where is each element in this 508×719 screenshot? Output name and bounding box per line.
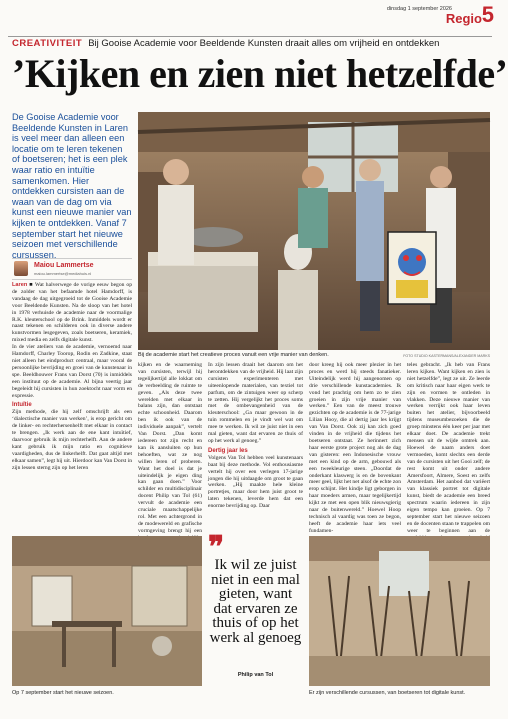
header-rule — [8, 36, 492, 37]
author-email: maiou.lammertse@mediahuis.nl — [34, 271, 92, 276]
author-avatar — [14, 261, 28, 276]
issue-date: dinsdag 1 september 2026 — [386, 6, 452, 12]
author-name: Maiou Lammertse — [34, 262, 94, 269]
caption-right: Er zijn verschillende cursussen, van boetseren tot digitale kunst. — [309, 690, 466, 696]
col1-paragraph-2: In de vier ateliers van de academie, vernoemd naar Hamdorff, Charley Toorop, Rodin en Zadkine, staat niet alleen het eindproduct centraal, maar vooral de persoonlijke bevrijding en groei van de kunstenaar in spe. Beeldhouwer Frans van Dorst (70) is inmiddels een instituut op de academie. Al bijna veertig jaar begeleidt hij cursisten in hun zoektocht naar vorm en expressie. — [12, 344, 132, 399]
column-1: Laren ■ Wat halverwege de vorige eeuw begon op de zolder van het befaamde hotel Hamdorff, is vandaag de dag uitgegroeid tot de Gooise Academie voor Beeldende Kunsten. Na de sloop van het hotel in 1978 verhuisde de academie naar de voormalige R.K. kleuterschool op de Brink. Inmiddels wordt er naast tekenen en schilderen ook in diverse andere kunstvormen lesgegeven, zoals boetseren, keramiek, mixed media en zelfs digitale kunst. In de vier ateliers van de academie, vernoemd naar Hamdorff, Charley Toorop, Rodin en Zadkine, staat niet alleen het eindproduct centraal, maar vooral de persoonlijke bevrijding en groei van de kunstenaar in spe. Beeldhouwer Frans van Dorst (70) is inmiddels een instituut op de academie. Al bijna veertig jaar begeleidt hij cursisten in hun zoektocht naar vorm en expressie. Intuïtie Zijn methode, die hij zelf omschrijft als een ‘dialectische manier van werken’, is erop gericht om de linker- en rechterhersenhelft met elkaar in contact te brengen. „Ik werk aan de ene kant intuïtief, daarvoor gebruik ik mijn rechterhelft. Aan de andere kant gebruik ik mijn ratio en cognitieve vaardigheden, dus de linkerhelft. Dat gaat altijd met elkaar samen”, legt hij uit. Hierdoor kan Van Dorst in zijn lessen sterng zijn op het leren — [12, 282, 132, 471]
column-5 — [407, 362, 490, 534]
column-2 — [138, 362, 202, 534]
intro-text: De Gooise Academie voor Beeldende Kunsten in Laren is veel meer dan alleen een locatie om te leren tekenen of boetseren; het is een plek waar ratio en intuïtie samenkomen. Hier ontdekken cursisten aan de waan van de dag om via kunst een nieuwe manier van kijken te ontdekken. Vanaf 7 september start het nieuwe seizoen met verschillende cursussen. — [12, 112, 132, 260]
section-label: Regio — [445, 11, 482, 26]
pull-quote — [208, 531, 303, 686]
caption-left: Op 7 september start het nieuwe seizoen. — [12, 690, 114, 696]
col4-text: door kreeg hij ook meer plezier in het proces en werd hij steeds fanatieker. Uiteindelijk werd hij aangenomen op drie verschillende kunstacademies. Ik vond het prachtig om hem zo te zien groeien in zijn vrije manier van werken.” Een van de meest trouwe gezichten op de academie is de 77-jarige Lilian Hooy, die al dertig jaar les krijgt van Van Dorst. Ook zij kan zich goed vinden in de vrijheid die tijdens het boetseren ontstaat. Ze herinnert zich haar eerste grote project nog als de dag van gisteren: een Indonesische vrouw met een kind op de arm, gebouwd als een tweekleurige steen. „Doordat de onderkant klaswerg is en de bovenkant meer geel, lijkt het net alsof de echte zon erop schijnt. Het kindje ligt geborgen in haar moeders armen, maar tegelijkertijd kijkt ze met een open blik nieuwsgierig naar de buitenwereld.” Hoewel Hoop technisch al vaardig was toen ze begon, heeft de academie haar iets veel fundamen- — [309, 362, 401, 534]
headline: ’Kijken en zien niet hetzelfde’ — [12, 51, 508, 96]
col3-paragraph-1: In zijn lessen draait het daarom om het herontdekken van de vrijheid. Hij laat zijn cursisten experimenteren met uiteenlopende materialen, van textiel tot parfum, om de zintuigen weer op scherp te zetten. Hij vergelijkt het proces soms met de ombevangenheid van de kleuterschool: „Ga maar gewoon in de tuin rommelen en je vindt wel wat om mee te werken. Ik wil ze juist niet in een mal gieten, want dat ervaren ze thuis of op het werk al genoeg.” — [208, 362, 303, 444]
category-tag: CREATIVITEIT — [12, 38, 83, 49]
photo-studio-right — [309, 536, 490, 686]
photo-studio-left — [12, 536, 202, 686]
subheading-intuitie: Intuïtie — [12, 402, 32, 409]
main-photo-credit: FOTO STUDIO KASTERMANS/ALEXANDER MARKS — [403, 354, 490, 358]
main-photo-caption: Bij de academie start het creatieve proces vanuit een vrije manier van denken. — [138, 352, 329, 358]
kicker — [12, 38, 439, 49]
pull-quote-author: Philip van Tol — [237, 672, 274, 678]
column-4 — [309, 362, 401, 534]
col2-text: kijken en de waarneming van cursisten, terwijl hij tegelijkertijd alle lokkat om de verbeelding de ruimte te geven. „Als deze twee werelden met elkaar in balans zijn, dan ontstaat echte schoonheid. Daarom ben ik ook van de individuele aanpak”, vertelt Van Dorst. „Dan komt iedereen tot zijn recht en kan ik aansluiten op hun behoeften, wat ze nog willen leren of proberen. Want het doel is dat je uiteindelijk je eigen ding kan gaan doen.” Voor schilder en multidisciplinair docent Philip van Tol (61) vervult de academie een cruciale maatschappelijke rol. Met een achtergrond in de modewereld en grafische vormgeving brengt hij een — [138, 362, 202, 534]
kicker-text: Bij Gooise Academie voor Beeldende Kunsten draait alles om vrijheid en ontdekken — [88, 38, 440, 49]
pull-quote-text: Ik wil ze juist niet in een mal gieten, want dat ervaren ze thuis of op het werk al genoeg — [209, 557, 302, 646]
dateline: Laren — [12, 282, 28, 288]
col5-text: teles gebracht. „Ik heb van Frans leren kijken. Want kijken en zien is niet hetzelfde”, legt ze uit. Ze leerde om kritisch naar haar eigen werk te zijn en vormen te ontleden in vlakken. Deze nieuwe manier van werken verrijkt ook haar leven buiten het atelier, bijvoorbeeld tijdens museumbezoeken die de groep minstens één keer per jaar met elkaar doet. De academie trekt mensen uit de wijde omtrek aan. Hoewel de naam anders doet vermoeden, komt slechts een derde van de cursisten uit het Gooi zelf; de rest komt uit onder andere Amersfoort, Almere, Soest en zelfs Amsterdam. Het aanbod dat variëert van klassiek portret tot digitale kunst, biedt de academie een breed spectrum waarin iedereen in zijn eigen tempo kan groeien. Op 7 september start het nieuwe seizoen en de docenten staan te trappelen om weer te beginnen aan de — [407, 362, 490, 534]
page-number: 5 — [481, 2, 494, 27]
col1-paragraph-1: Wat halverwege de vorige eeuw begon op de zolder van het befaamde hotel Hamdorff, is vandaag de dag uitgegroeid tot de Gooise Academie voor Beeldende Kunsten. Na de sloop van het hotel in 1978 verhuisde de academie naar de voormalige R.K. kleuterschool op de Brink. Inmiddels wordt er naast tekenen en schilderen ook in diverse andere kunstvormen lesgegeven, zoals boetseren, keramiek, mixed media en zelfs digitale kunst. — [12, 282, 132, 344]
subheading-dertig-jaar: Dertig jaar les — [208, 447, 248, 454]
main-photo — [138, 112, 490, 350]
col3-paragraph-2: Volgens Van Tol hebben veel kunstenaars baat bij deze methode. Vol enthousiasme vertelt hij over een verlegen 17-jarige jongen die hij uitdaagde om groot te gaan werken. „Hij maakte hele kleine portretjes, maar door hem juist groot te laten tekenen, leverde hem dat een enorme bevrijding op. Daar — [208, 454, 303, 510]
author-byline — [12, 258, 132, 280]
col1-paragraph-3: Zijn methode, die hij zelf omschrijft als een ‘dialectische manier van werken’, is erop gericht om de linker- en rechterhersenhelft met elkaar in contact te brengen. „Ik werk aan de ene kant intuïtief, daarvoor gebruik ik mijn rechterhelft. Aan de andere kant gebruik ik mijn ratio en cognitieve vaardigheden, dus de linkerhelft. Dat gaat altijd met elkaar samen”, legt hij uit. Hierdoor kan Van Dorst in zijn lessen sterng zijn op het leren — [12, 409, 132, 471]
column-3 — [208, 362, 303, 532]
quote-mark-icon: ❞ — [208, 531, 225, 564]
